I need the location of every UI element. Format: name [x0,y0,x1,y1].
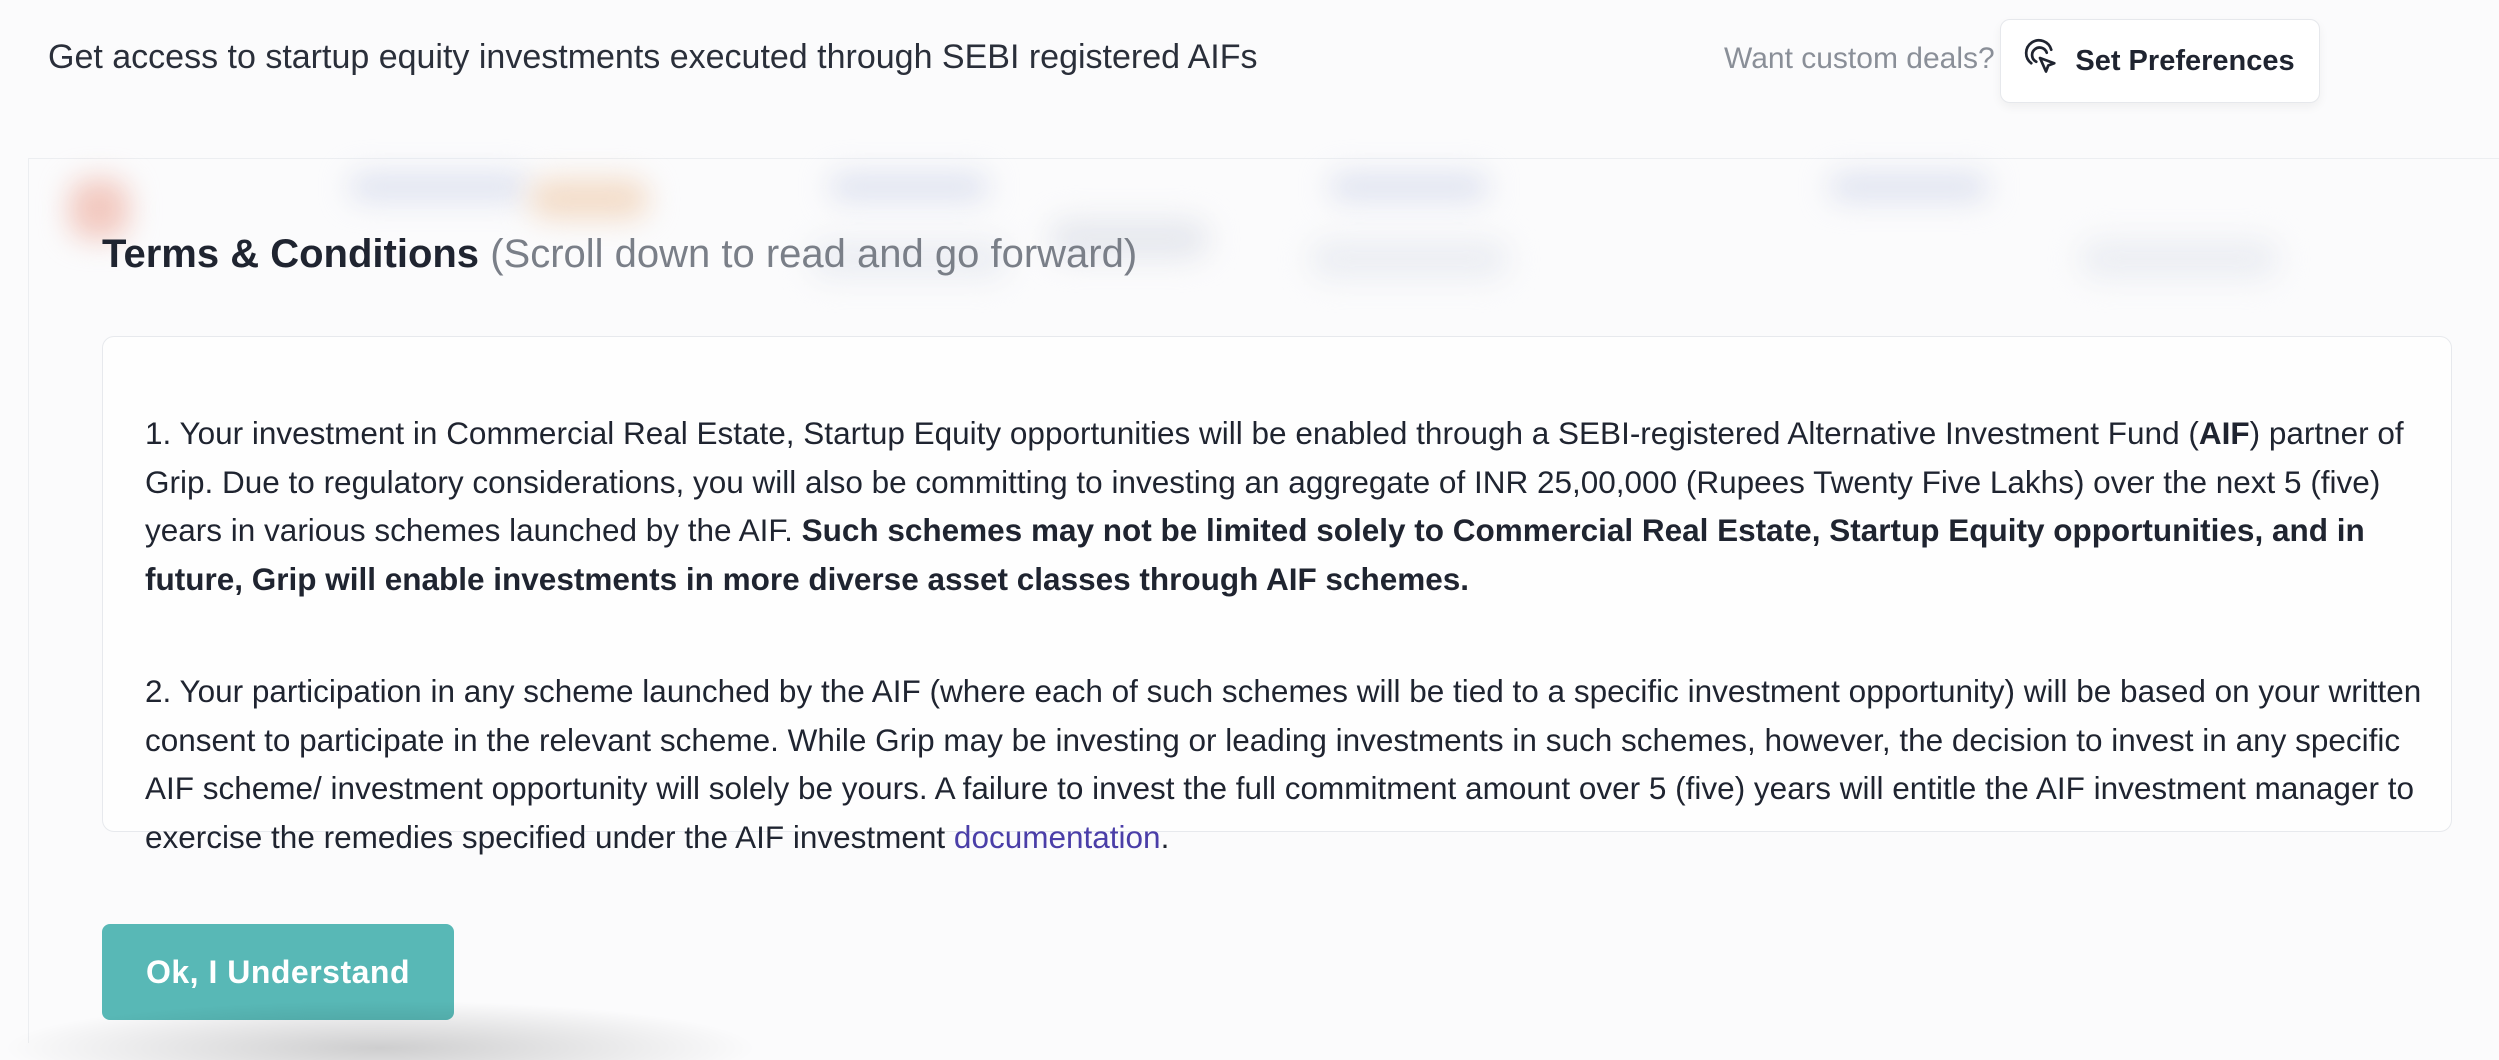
terms-scroll-box[interactable] [102,336,2452,855]
pointer-click-icon [2025,43,2061,79]
terms-modal [28,158,2498,1042]
documentation-link[interactable]: documentation [953,818,1161,855]
set-preferences-button[interactable] [2000,19,2320,103]
terms-p1-text-2: ) partner of Grip. Due to regulatory considerations, you will also be committing to investing an aggregate of INR 25,00,000 (Rupees Twenty Five Lakhs) over the next 5 (five) years in various schemes launched by the AIF. [145,415,2404,548]
terms-p1-emphasis: Such schemes may not be limited solely to Commercial Real Estate, Startup Equity opportunities, and in future, Grip will enable investments in more diverse asset classes through AIF schemes. [145,512,2365,597]
terms-subtitle: (Scroll down to read and go forward) [490,232,1138,276]
top-bar [0,0,2498,120]
terms-p2-end: . [1160,818,1170,855]
terms-p1-text: 1. Your investment in Commercial Real Estate, Startup Equity opportunities will be enabled through a SEBI-registered Alternative Investment Fund ( [145,415,2199,451]
terms-content [145,409,2430,925]
bottom-shadow [0,1000,760,1060]
terms-heading [102,232,1137,277]
custom-deals-prompt: Want custom deals? [1724,42,1995,75]
terms-paragraph-1 [145,409,2430,603]
ok-understand-button[interactable]: Ok, I Understand [102,924,454,1020]
terms-paragraph-2 [145,667,2430,861]
terms-title: Terms & Conditions [102,232,480,276]
terms-p1-aif: AIF [2198,415,2250,451]
terms-p2-text: 2. Your participation in any scheme launched by the AIF (where each of such schemes will be tied to a specific investment opportunity) will be based on your written consent to participate in the relevant scheme. While Grip may be investing or leading investments in such schemes, however, the decision to invest in any specific AIF scheme/ investment opportunity will solely be yours. A failure to invest the full commitment amount over 5 (five) years will entitle the AIF investment manager to exercise the remedies specified under the AIF investment [145,673,2422,855]
set-preferences-label: Set Preferences [2075,44,2295,77]
page-tagline: Get access to startup equity investments executed through SEBI registered AIFs [48,38,1258,76]
